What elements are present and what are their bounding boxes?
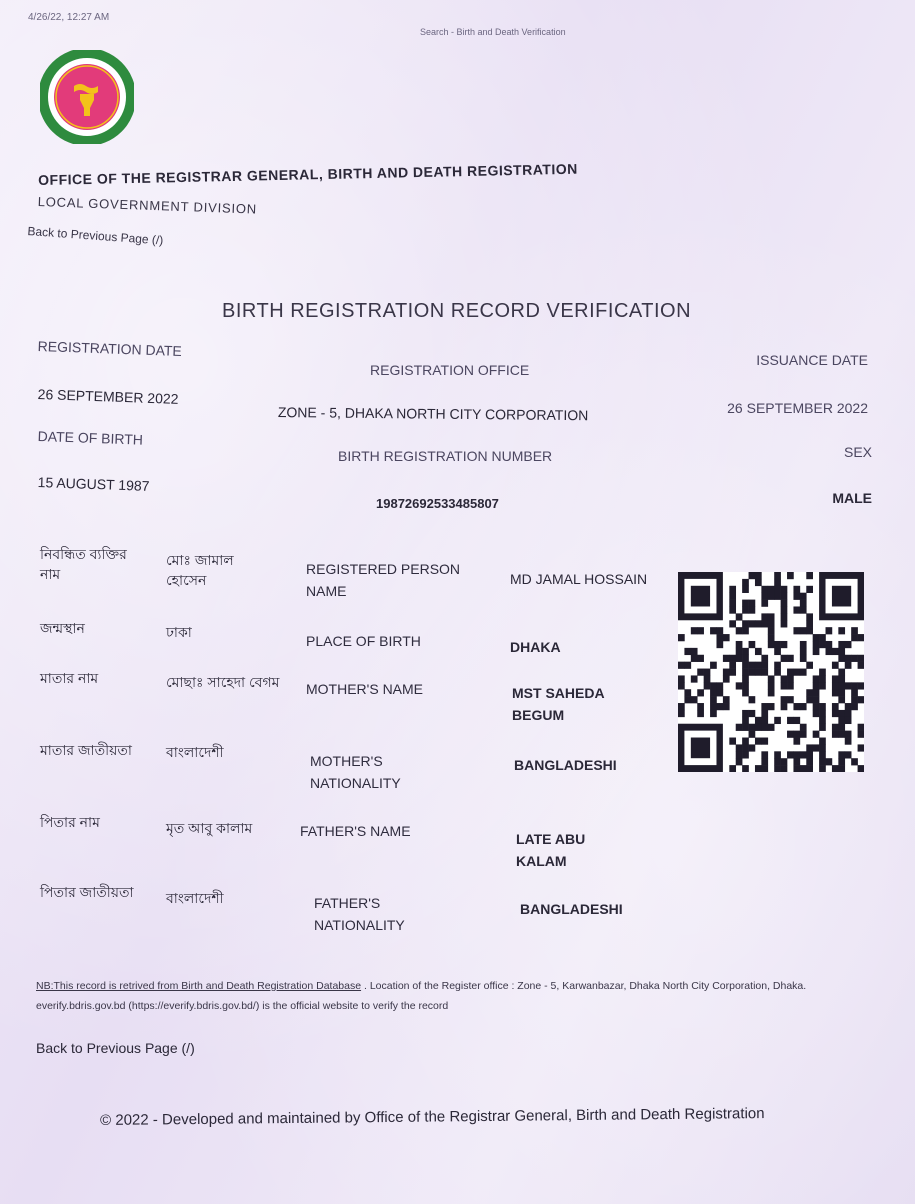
registration-date-label: REGISTRATION DATE xyxy=(37,338,183,360)
back-to-previous-link-bottom[interactable]: Back to Previous Page (/) xyxy=(36,1040,195,1056)
mother-nationality-value: BANGLADESHI xyxy=(514,757,617,773)
father-nationality-label: FATHER'S NATIONALITY xyxy=(314,895,405,933)
father-name-label: FATHER'S NAME xyxy=(300,823,411,839)
issuance-date-value: 26 SEPTEMBER 2022 xyxy=(727,400,868,416)
office-name: OFFICE OF THE REGISTRAR GENERAL, BIRTH AND DEATH REGISTRATION xyxy=(38,160,578,188)
mother-name-bn-label: মাতার নাম xyxy=(40,670,99,686)
date-of-birth-label: DATE OF BIRTH xyxy=(37,428,144,448)
mother-nationality-label: MOTHER'S NATIONALITY xyxy=(310,753,401,791)
place-of-birth-value: DHAKA xyxy=(510,639,561,655)
father-nationality-bn-label: পিতার জাতীয়তা xyxy=(40,884,134,900)
registered-person-name-label: REGISTERED PERSON NAME xyxy=(306,561,461,599)
record-source-note xyxy=(36,976,886,1016)
mother-name-value: MST SAHEDA BEGUM xyxy=(512,685,605,723)
qr-code-icon xyxy=(678,572,864,772)
issuance-date-label: ISSUANCE DATE xyxy=(756,352,868,368)
mother-nationality-bn-label: মাতার জাতীয়তা xyxy=(40,742,132,758)
mother-name-bn-value: মোছাঃ সাহেদা বেগম xyxy=(166,674,280,690)
father-nationality-value: BANGLADESHI xyxy=(520,901,623,917)
father-name-value: LATE ABU KALAM xyxy=(516,831,586,869)
database-link[interactable]: NB:This record is retrived from Birth and Death Registration Database xyxy=(36,980,362,992)
record-title: BIRTH REGISTRATION RECORD VERIFICATION xyxy=(222,300,692,322)
registration-office-label: REGISTRATION OFFICE xyxy=(370,362,530,378)
bangladesh-government-seal-icon xyxy=(40,50,134,144)
sex-label: SEX xyxy=(843,444,872,460)
mother-nationality-bn-value: বাংলাদেশী xyxy=(166,744,224,760)
registered-person-name-bn-value: মোঃ জামাল হোসেন xyxy=(166,552,234,588)
registration-office-value: ZONE - 5, DHAKA NORTH CITY CORPORATION xyxy=(277,404,589,424)
registered-person-name-bn-label: নিবন্ধিত ব্যক্তির নাম xyxy=(40,546,127,582)
registration-date-value: 26 SEPTEMBER 2022 xyxy=(37,386,179,407)
place-of-birth-label: PLACE OF BIRTH xyxy=(306,633,421,649)
date-of-birth-value: 15 AUGUST 1987 xyxy=(37,474,150,494)
print-datetime: 4/26/22, 12:27 AM xyxy=(28,12,110,23)
back-to-previous-link-top[interactable]: Back to Previous Page (/) xyxy=(27,224,164,248)
father-name-bn-value: মৃত আবু কালাম xyxy=(166,820,253,836)
father-name-bn-label: পিতার নাম xyxy=(40,814,100,830)
register-office-location-text: . Location of the Register office : Zone - 5, Karwanbazar, Dhaka North City Corporation, Dhaka. everify.bdris.gov.bd (https://everify.bdris.gov.bd/) is the official website to verify the record xyxy=(36,980,807,1012)
birth-registration-number-label: BIRTH REGISTRATION NUMBER xyxy=(338,448,553,464)
footer-copyright: © 2022 - Developed and maintained by Office of the Registrar General, Birth and Death Registration xyxy=(100,1105,765,1129)
place-of-birth-bn-value: ঢাকা xyxy=(166,624,192,640)
office-division: LOCAL GOVERNMENT DIVISION xyxy=(37,194,258,217)
sex-value: MALE xyxy=(832,490,872,506)
place-of-birth-bn-label: জন্মস্থান xyxy=(40,620,85,636)
print-page-title: Search - Birth and Death Verification xyxy=(420,27,566,37)
father-nationality-bn-value: বাংলাদেশী xyxy=(166,890,224,906)
mother-name-label: MOTHER'S NAME xyxy=(306,681,424,697)
birth-registration-number-value: 19872692533485807 xyxy=(376,496,499,511)
registered-person-name-value: MD JAMAL HOSSAIN xyxy=(510,571,648,587)
